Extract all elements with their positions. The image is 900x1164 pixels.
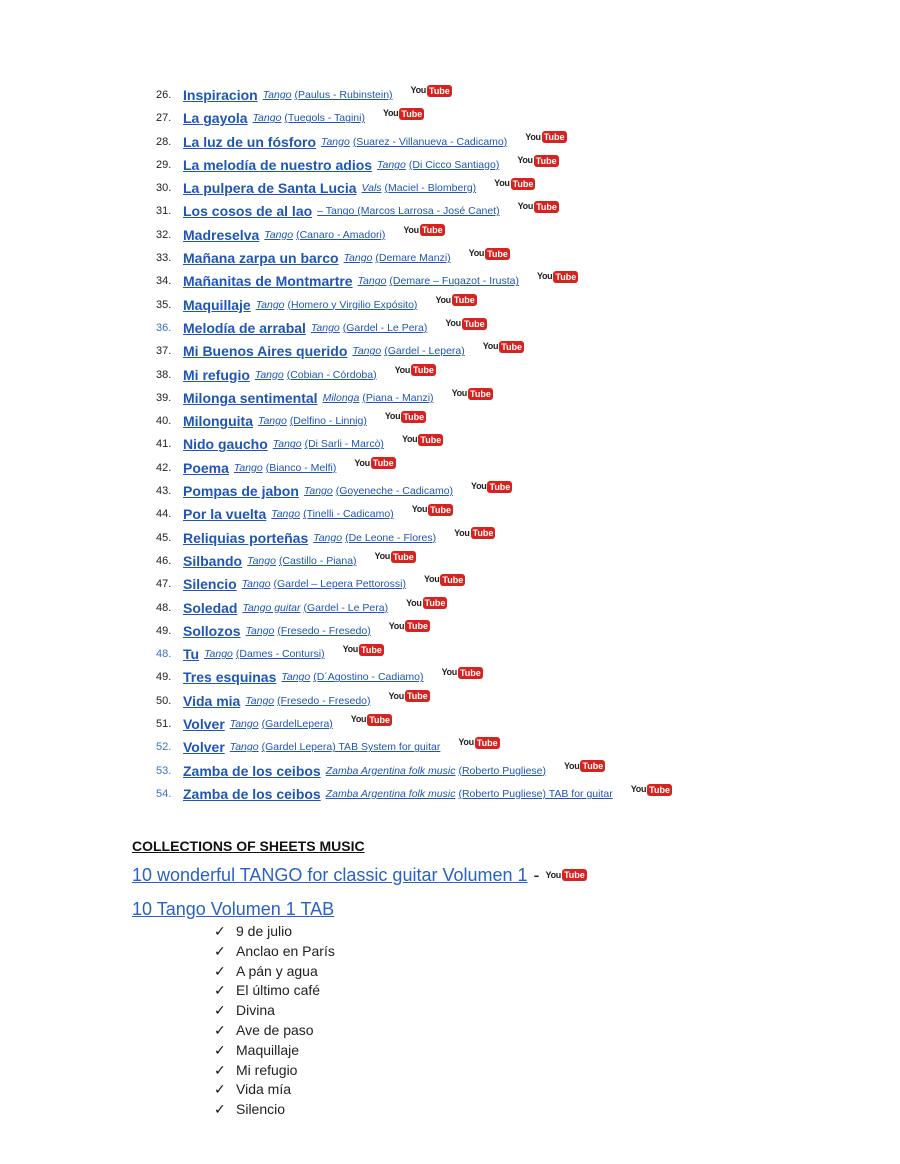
song-title-link[interactable]: La melodía de nuestro adios	[183, 156, 373, 173]
item-number: 44.	[156, 508, 172, 521]
song-title-link[interactable]: Silbando	[183, 552, 243, 569]
youtube-icon[interactable]	[564, 755, 605, 778]
song-genre[interactable]: Tango	[281, 671, 311, 684]
youtube-tube-text: Tube	[453, 295, 475, 306]
youtube-you-text: You	[445, 317, 461, 328]
song-title-link[interactable]: Volver	[183, 716, 225, 733]
item-number: 46.	[156, 554, 172, 567]
youtube-tube-text: Tube	[555, 272, 577, 283]
youtube-icon[interactable]	[424, 568, 465, 591]
item-number: 29.	[156, 158, 172, 171]
song-genre[interactable]: Tango	[321, 135, 350, 148]
youtube-tube-text: Tube	[369, 714, 391, 725]
checkmark-icon: ✓	[214, 1061, 226, 1078]
youtube-icon[interactable]	[483, 335, 524, 358]
checklist-item-label: A pán y agua	[236, 962, 318, 979]
song-title-link[interactable]: Tu	[183, 646, 200, 663]
youtube-tube-text: Tube	[424, 598, 446, 609]
collection-link-tab[interactable]: 10 Tango Volumen 1 TAB	[132, 899, 335, 919]
song-title-link[interactable]: Zamba de los ceibos	[183, 785, 321, 802]
youtube-you-text: You	[564, 760, 580, 771]
song-list-item	[156, 154, 672, 177]
song-title-link[interactable]: Poema	[183, 459, 229, 476]
collections-heading: COLLECTIONS OF SHEETS MUSIC	[132, 838, 365, 854]
song-credits[interactable]: (Roberto Pugliese) TAB for guitar	[458, 787, 613, 800]
youtube-you-text: You	[441, 667, 457, 678]
item-number: 34.	[156, 275, 172, 288]
checklist-item	[214, 942, 335, 962]
song-genre[interactable]: Tango	[258, 415, 287, 428]
checkmark-icon: ✓	[214, 923, 226, 939]
song-list-item	[156, 783, 672, 806]
song-list-item	[156, 620, 672, 643]
checkmark-icon: ✓	[214, 1021, 226, 1038]
youtube-you-text: You	[403, 224, 419, 235]
song-title-link[interactable]: Melodía de arrabal	[183, 319, 306, 336]
checklist-item	[214, 981, 335, 1001]
youtube-you-text: You	[458, 737, 474, 748]
youtube-icon[interactable]	[402, 428, 443, 451]
youtube-icon[interactable]	[537, 265, 578, 288]
song-genre[interactable]: Tango	[204, 648, 233, 661]
song-genre[interactable]: Tango	[245, 694, 275, 707]
item-number: 40.	[156, 415, 172, 428]
song-credits[interactable]: (Fresedo - Fresedo)	[277, 694, 371, 707]
youtube-you-text: You	[536, 271, 553, 282]
checkmark-icon: ✓	[214, 1041, 226, 1058]
item-number: 36.	[156, 321, 172, 334]
item-number: 28.	[156, 135, 172, 148]
song-genre[interactable]: Tango	[245, 624, 275, 637]
checklist-item	[214, 1021, 335, 1041]
youtube-tube-text: Tube	[430, 504, 451, 515]
song-credits[interactable]: (Di Sarli - Marcò)	[304, 438, 384, 451]
song-list-item	[156, 177, 672, 200]
youtube-icon[interactable]	[351, 708, 392, 731]
checklist-item	[214, 1100, 335, 1120]
song-title-link[interactable]: Zamba de los ceibos	[183, 762, 321, 779]
song-credits[interactable]: (Gardel - Le Pera)	[303, 601, 389, 614]
item-number: 49.	[156, 624, 172, 637]
youtube-you-text: You	[517, 201, 534, 212]
song-title-link[interactable]: Soledad	[183, 599, 238, 616]
song-title-link[interactable]: Tres esquinas	[183, 669, 277, 686]
song-list-item	[156, 643, 672, 666]
youtube-tube-text: Tube	[428, 85, 450, 96]
youtube-you-text: You	[471, 481, 487, 492]
youtube-icon[interactable]	[469, 242, 510, 265]
item-number: 47.	[156, 578, 172, 591]
song-genre[interactable]: Tango	[377, 158, 406, 171]
song-genre[interactable]: Tango	[229, 718, 259, 731]
youtube-tube-text: Tube	[392, 551, 414, 562]
youtube-icon[interactable]	[383, 102, 424, 125]
checklist-item-label: Anclao en París	[236, 942, 335, 959]
song-genre[interactable]: Tango	[252, 112, 282, 125]
song-credits[interactable]: (Roberto Pugliese)	[458, 764, 547, 777]
song-list-item	[156, 713, 672, 736]
item-number: 37.	[156, 345, 172, 358]
youtube-tube-text: Tube	[512, 178, 534, 189]
checkmark-icon: ✓	[214, 1081, 226, 1098]
item-number: 38.	[156, 368, 172, 381]
youtube-tube-text: Tube	[501, 341, 523, 352]
youtube-you-text: You	[410, 85, 426, 95]
youtube-you-text: You	[374, 550, 390, 561]
youtube-tube-text: Tube	[649, 784, 671, 795]
item-number: 45.	[156, 531, 172, 544]
song-title-link[interactable]: Los cosos de al lao	[183, 203, 313, 220]
song-list-item	[156, 107, 672, 130]
checklist-item	[214, 1041, 335, 1061]
item-number: 30.	[156, 182, 172, 195]
youtube-icon[interactable]	[375, 545, 416, 568]
song-list-item	[156, 294, 672, 317]
youtube-icon[interactable]	[354, 452, 395, 475]
song-title-link[interactable]: Mañana zarpa un barco	[183, 250, 339, 267]
checklist-item	[214, 1080, 335, 1100]
checklist-item-label: Maquillaje	[236, 1041, 300, 1058]
song-genre[interactable]: Tango	[271, 508, 301, 521]
song-title-link[interactable]: Reliquias porteñas	[183, 529, 309, 546]
item-number: 31.	[156, 205, 172, 218]
song-credits[interactable]: (Castillo - Piana)	[278, 554, 357, 567]
collection-link-volumen-1[interactable]: 10 wonderful TANGO for classic guitar Volumen 1	[132, 865, 528, 885]
song-credits[interactable]: (Tuegols - Tagini)	[284, 112, 365, 125]
song-genre[interactable]: Tango	[343, 252, 373, 265]
checklist-item	[214, 922, 335, 942]
youtube-tube-text: Tube	[489, 481, 511, 492]
song-list-item	[156, 247, 672, 270]
collection-entry-1	[132, 865, 587, 886]
youtube-tube-text: Tube	[406, 691, 428, 702]
song-list-item	[156, 690, 672, 713]
song-credits[interactable]: (Goyeneche - Cadicamo)	[335, 485, 454, 498]
youtube-icon[interactable]	[631, 778, 672, 801]
song-credits[interactable]: (Gardel - Le Pera)	[342, 321, 428, 334]
song-credits[interactable]: (Homero y Virgilio Expósito)	[287, 298, 418, 311]
youtube-icon[interactable]	[458, 731, 499, 754]
checklist-item-label: El último café	[236, 982, 321, 999]
song-list-item	[156, 457, 672, 480]
item-number: 33.	[156, 252, 172, 265]
youtube-tube-text: Tube	[421, 225, 443, 236]
item-number: 48.	[156, 648, 172, 661]
youtube-icon[interactable]	[445, 312, 486, 335]
checklist-item	[214, 1061, 335, 1081]
youtube-tube-text: Tube	[582, 761, 604, 772]
song-list	[156, 84, 672, 806]
item-number: 35.	[156, 298, 172, 311]
youtube-icon[interactable]	[343, 638, 384, 661]
song-credits[interactable]: (Gardel Lepera) TAB System for guitar	[261, 741, 441, 754]
song-credits[interactable]: (GardelLepera)	[261, 718, 333, 731]
song-credits[interactable]: (Gardel – Lepera Pettorossi)	[273, 578, 406, 591]
youtube-tube-text: Tube	[420, 435, 442, 446]
song-credits[interactable]: (Fresedo - Fresedo)	[277, 624, 371, 637]
youtube-you-text: You	[482, 341, 499, 352]
youtube-tube-text: Tube	[543, 132, 565, 143]
youtube-you-text: You	[494, 178, 510, 189]
checklist-item	[214, 962, 335, 982]
song-genre[interactable]: Tango	[272, 438, 302, 451]
song-title-link[interactable]: Silencio	[183, 576, 237, 593]
tab-song-checklist	[214, 922, 335, 1120]
song-genre[interactable]: Tango	[247, 554, 276, 567]
checklist-item-label: Mi refugio	[236, 1061, 298, 1078]
checkmark-icon: ✓	[214, 1101, 226, 1118]
youtube-you-text: You	[401, 434, 418, 445]
youtube-tube-text: Tube	[459, 668, 481, 679]
song-title-link[interactable]: Sollozos	[183, 622, 241, 639]
item-number: 49.	[156, 671, 172, 684]
checklist-item-label: 9 de julio	[236, 923, 293, 939]
song-title-link[interactable]: La luz de un fósforo	[183, 133, 316, 150]
checkmark-icon: ✓	[214, 942, 226, 959]
song-genre[interactable]: Tango	[233, 461, 263, 474]
item-number: 53.	[156, 764, 172, 777]
youtube-you-text: You	[630, 783, 647, 794]
song-credits[interactable]: (Dames - Contursi)	[235, 648, 325, 661]
youtube-icon[interactable]	[442, 661, 483, 684]
youtube-you-text: You	[435, 294, 451, 305]
youtube-tube-text: Tube	[470, 388, 491, 399]
youtube-icon[interactable]	[494, 172, 535, 195]
item-number: 43.	[156, 485, 172, 498]
youtube-you-text: You	[354, 457, 370, 468]
youtube-icon[interactable]	[471, 475, 512, 498]
song-title-link[interactable]: Vida mia	[183, 692, 241, 709]
item-number: 48.	[156, 601, 172, 614]
song-genre[interactable]: Tango	[313, 531, 343, 544]
song-credits[interactable]: (Canaro - Amadori)	[296, 228, 386, 241]
song-credits[interactable]: (Piana - Manzi)	[362, 391, 434, 404]
song-credits[interactable]: (Demare – Fugazot - Irusta)	[389, 275, 519, 288]
item-number: 54.	[156, 787, 172, 800]
youtube-you-text: You	[545, 870, 561, 880]
youtube-tube-text: Tube	[413, 365, 434, 376]
youtube-tube-text: Tube	[463, 318, 485, 329]
youtube-tube-text: Tube	[372, 458, 394, 469]
song-credits[interactable]: (Paulus - Rubinstein)	[294, 89, 393, 101]
song-credits[interactable]: (Di Cicco Santiago)	[408, 158, 500, 171]
youtube-tube-text: Tube	[563, 870, 585, 880]
youtube-you-text: You	[451, 387, 467, 398]
youtube-you-text: You	[394, 364, 411, 375]
youtube-tube-text: Tube	[472, 528, 494, 539]
youtube-tube-text: Tube	[401, 108, 423, 119]
youtube-you-text: You	[388, 690, 404, 701]
item-number: 39.	[156, 391, 172, 404]
song-title-link[interactable]: Inspiracion	[183, 87, 258, 103]
song-title-link[interactable]: La pulpera de Santa Lucia	[183, 180, 357, 197]
checkmark-icon: ✓	[214, 1002, 226, 1019]
song-title-link[interactable]: Nido gaucho	[183, 436, 268, 453]
song-genre[interactable]: Tango	[262, 89, 292, 101]
song-genre[interactable]: Tango	[229, 741, 259, 754]
song-credits[interactable]: (Bianco - Melfi)	[265, 461, 337, 474]
song-credits[interactable]: (Suarez - Villanueva - Cadicamo)	[352, 135, 508, 148]
song-genre[interactable]: Vals	[361, 182, 382, 195]
song-title-link[interactable]: Milonga sentimental	[183, 389, 318, 406]
checklist-item-label: Divina	[236, 1002, 275, 1019]
song-list-item	[156, 224, 672, 247]
song-credits[interactable]: (Demare Manzi)	[375, 252, 451, 265]
youtube-icon[interactable]	[525, 126, 566, 149]
youtube-icon[interactable]	[389, 615, 430, 638]
song-credits[interactable]: (Gardel - Lepera)	[384, 345, 465, 358]
song-list-item	[156, 270, 672, 293]
item-number: 27.	[156, 112, 172, 125]
youtube-you-text: You	[525, 131, 541, 142]
item-number: 41.	[156, 438, 172, 451]
youtube-icon[interactable]	[435, 289, 476, 312]
song-list-item	[156, 433, 672, 456]
youtube-icon[interactable]	[546, 869, 587, 881]
youtube-icon[interactable]	[389, 685, 430, 708]
song-genre[interactable]: Tango	[310, 321, 340, 334]
song-genre[interactable]: Zamba Argentina folk music	[325, 764, 456, 777]
song-credits[interactable]: (Cobian - Córdoba)	[286, 368, 377, 381]
youtube-tube-text: Tube	[535, 155, 557, 166]
youtube-icon[interactable]	[406, 592, 447, 615]
song-genre[interactable]: Zamba Argentina folk music	[325, 787, 456, 800]
item-number: 42.	[156, 461, 172, 474]
youtube-tube-text: Tube	[487, 248, 508, 259]
checklist-item-label: Ave de paso	[236, 1021, 314, 1038]
youtube-icon[interactable]	[411, 79, 452, 102]
song-title-link[interactable]: Mi refugio	[183, 366, 250, 383]
youtube-tube-text: Tube	[403, 411, 425, 422]
youtube-icon[interactable]	[385, 405, 426, 428]
song-title-link[interactable]: Mi Buenos Aires querido	[183, 343, 348, 360]
song-title-link[interactable]: Maquillaje	[183, 296, 251, 313]
song-genre[interactable]: Tango	[241, 578, 271, 591]
song-genre[interactable]: Tango guitar	[242, 601, 301, 614]
youtube-you-text: You	[517, 154, 533, 165]
song-title-link[interactable]: Madreselva	[183, 226, 260, 243]
item-number: 32.	[156, 228, 172, 241]
song-genre[interactable]: Tango	[303, 485, 333, 498]
checklist-item-label: Vida mía	[236, 1081, 291, 1098]
youtube-tube-text: Tube	[476, 737, 498, 748]
youtube-icon[interactable]	[403, 219, 444, 242]
youtube-you-text: You	[468, 248, 485, 259]
item-number: 52.	[156, 741, 172, 754]
song-list-item	[156, 364, 672, 387]
item-number: 26.	[156, 89, 172, 101]
song-list-item	[156, 317, 672, 340]
song-genre[interactable]: Milonga	[322, 391, 360, 404]
checklist-item	[214, 1001, 335, 1021]
song-list-item	[156, 503, 672, 526]
song-genre[interactable]: Tango	[357, 275, 387, 288]
youtube-you-text: You	[384, 411, 401, 422]
youtube-tube-text: Tube	[407, 621, 429, 632]
youtube-you-text: You	[411, 504, 428, 515]
song-credits[interactable]: (Delfino - Linnig)	[289, 415, 367, 428]
song-credits[interactable]: (De Leone - Flores)	[345, 531, 437, 544]
youtube-icon[interactable]	[518, 195, 559, 218]
youtube-icon[interactable]	[395, 359, 436, 382]
song-genre[interactable]: Tango	[264, 228, 294, 241]
youtube-you-text: You	[388, 620, 405, 631]
youtube-tube-text: Tube	[361, 644, 382, 655]
youtube-tube-text: Tube	[442, 574, 464, 585]
youtube-icon[interactable]	[412, 498, 453, 521]
song-credits[interactable]: – Tango (Marcos Larrosa - José Canet)	[317, 205, 500, 218]
song-credits[interactable]: (D´Agostino - Cadiamo)	[313, 671, 424, 684]
checkmark-icon: ✓	[214, 962, 226, 979]
item-number: 51.	[156, 718, 172, 731]
song-title-link[interactable]: Por la vuelta	[183, 506, 267, 523]
youtube-you-text: You	[350, 714, 367, 725]
youtube-icon[interactable]	[452, 382, 493, 405]
song-credits[interactable]: (Maciel - Blomberg)	[384, 182, 477, 195]
youtube-you-text: You	[382, 108, 399, 119]
checkmark-icon: ✓	[214, 982, 226, 999]
song-list-item	[156, 550, 672, 573]
separator-dash: -	[533, 865, 540, 885]
youtube-icon[interactable]	[517, 149, 558, 172]
youtube-you-text: You	[406, 597, 422, 608]
song-credits[interactable]: (Tinelli - Cadicamo)	[303, 508, 394, 521]
youtube-you-text: You	[454, 527, 470, 538]
song-title-link[interactable]: Volver	[183, 739, 225, 756]
song-genre[interactable]: Tango	[352, 345, 382, 358]
item-number: 50.	[156, 694, 172, 707]
checklist-item-label: Silencio	[236, 1101, 286, 1118]
song-title-link[interactable]: Milonguita	[183, 413, 253, 430]
song-list-item	[156, 760, 672, 783]
song-list-item	[156, 131, 672, 154]
youtube-icon[interactable]	[454, 522, 495, 545]
youtube-you-text: You	[342, 644, 359, 655]
song-genre[interactable]: Tango	[255, 298, 285, 311]
song-title-link[interactable]: Mañanitas de Montmartre	[183, 273, 353, 290]
youtube-you-text: You	[423, 574, 440, 585]
song-title-link[interactable]: La gayola	[183, 110, 248, 127]
song-genre[interactable]: Tango	[254, 368, 284, 381]
youtube-tube-text: Tube	[536, 202, 557, 213]
song-title-link[interactable]: Pompas de jabon	[183, 483, 299, 500]
